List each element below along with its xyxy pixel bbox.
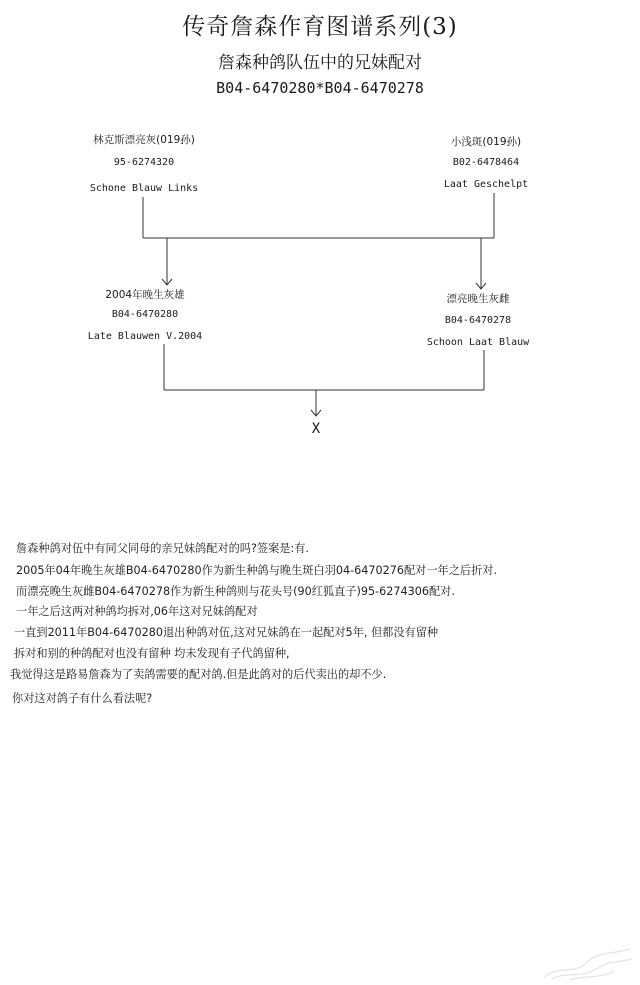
story-line: 一直到2011年B04-6470280退出种鸽对伍,这对兄妹鸽在一起配对5年, 但都没有留种: [14, 626, 439, 639]
page-subtitle: 詹森种鸽队伍中的兄妹配对: [218, 53, 422, 73]
brother-ring: B04-6470280: [111, 309, 179, 320]
story-line: 詹森种鸽对伍中有同父同母的亲兄妹鸽配对的吗?签案是:有.: [16, 542, 309, 555]
story-line: 你对这对鸽子有什么看法呢?: [12, 692, 153, 705]
dam-parent-latin-name: Laat Geschelpt: [443, 179, 529, 190]
pair-ring-numbers: B04-6470280*B04-6470278: [216, 79, 424, 97]
story-line: 我觉得这是路易詹森为了卖鸽需要的配对鸽.但是此鸽对的后代卖出的却不少.: [10, 668, 387, 681]
dam-parent-name: 小浅斑(019孙): [450, 136, 522, 148]
sister-name: 漂亮晚生灰雌: [446, 293, 510, 305]
cross-symbol: X: [311, 421, 321, 437]
story-line: 拆对和别的种鸽配对也没有留种 均未发现有子代鸽留种,: [14, 647, 290, 660]
sire-parent-ring: 95-6274320: [113, 157, 175, 168]
story-line: 一年之后这两对种鸽均拆对,06年这对兄妹鸽配对: [16, 605, 258, 618]
sister-ring: B04-6470278: [444, 315, 512, 326]
sire-parent-name: 林克斯漂亮灰(019孙): [93, 134, 195, 146]
sister-latin-name: Schoon Laat Blauw: [426, 337, 530, 348]
dam-parent-ring: B02-6478464: [452, 157, 520, 168]
brother-latin-name: Late Blauwen V.2004: [87, 331, 203, 342]
page-title: 传奇詹森作育图谱系列(3): [182, 14, 458, 40]
sire-parent-latin-name: Schone Blauw Links: [89, 183, 199, 194]
corner-scribble: [540, 945, 636, 981]
story-line: 2005年04年晚生灰雄B04-6470280作为新生种鸽与晚生斑白羽04-6470276配对一年之后折对.: [16, 564, 498, 577]
story-line: 而漂亮晚生灰雌B04-6470278作为新生种鸽则与花头号(90红狐直子)95-6274306配对.: [16, 585, 455, 598]
brother-name: 2004年晚生灰雄: [105, 289, 185, 301]
